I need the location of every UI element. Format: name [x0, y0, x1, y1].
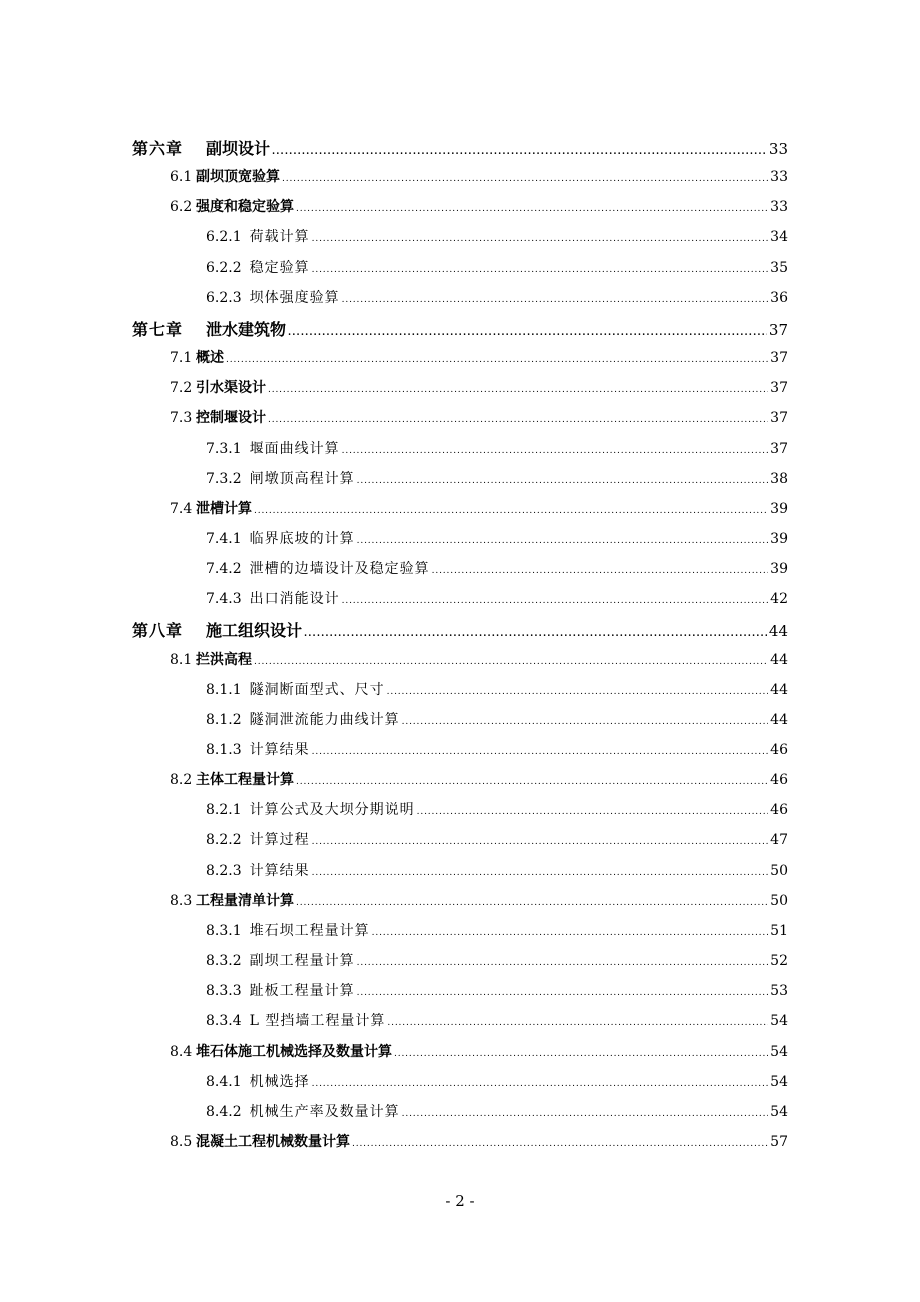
toc-entry-number: 8.1.2	[206, 711, 242, 728]
toc-entry[interactable]	[206, 257, 788, 277]
dot-leader	[312, 742, 769, 758]
toc-entry-page: 39	[770, 530, 788, 547]
toc-entry-title: 隧洞泄流能力曲线计算	[249, 711, 400, 728]
toc-entry[interactable]	[170, 347, 788, 367]
toc-entry-number: 7.4	[170, 500, 193, 517]
toc-entry-title: 混凝土工程机械数量计算	[196, 1133, 350, 1150]
dot-leader	[357, 953, 769, 969]
toc-entry-title: 副坝设计	[206, 139, 271, 158]
toc-entry[interactable]	[170, 1041, 788, 1061]
toc-entry-title: 机械生产率及数量计算	[249, 1103, 400, 1120]
toc-entry-number: 8.2	[170, 772, 193, 789]
toc-entry-page: 50	[770, 892, 788, 909]
toc-entry[interactable]	[170, 890, 788, 910]
toc-entry[interactable]	[170, 166, 788, 186]
page-number: - 2 -	[445, 1192, 475, 1210]
toc-entry-title: 泄槽的边墙设计及稳定验算	[249, 561, 430, 578]
dot-leader	[304, 621, 767, 640]
toc-entry-number: 8.3.4	[206, 1013, 242, 1030]
toc-entry-title: 出口消能设计	[249, 591, 340, 608]
toc-entry-page: 54	[770, 1013, 788, 1030]
toc-entry-title: L 型挡墙工程量计算	[249, 1013, 386, 1030]
toc-entry-page: 37	[770, 350, 788, 367]
toc-entry[interactable]	[132, 618, 788, 641]
toc-entry-number: 7.1	[170, 350, 193, 367]
dot-leader	[312, 1074, 769, 1090]
toc-entry[interactable]	[170, 769, 788, 789]
toc-entry[interactable]	[206, 829, 788, 849]
toc-entry-number: 7.3.1	[206, 440, 242, 457]
dot-leader	[402, 1104, 769, 1120]
toc-entry[interactable]	[206, 920, 788, 940]
dot-leader	[312, 229, 769, 245]
toc-entry-title: 概述	[196, 350, 224, 367]
toc-entry-title: 堆石坝工程量计算	[249, 922, 370, 939]
toc-entry-number: 8.1.1	[206, 681, 242, 698]
dot-leader	[372, 923, 769, 939]
toc-entry[interactable]	[206, 799, 788, 819]
toc-entry-title: 强度和稳定验算	[196, 199, 294, 216]
toc-entry-number: 8.2.3	[206, 862, 242, 879]
toc-entry-title: 堰面曲线计算	[249, 440, 340, 457]
dot-leader	[387, 1013, 768, 1029]
dot-leader	[268, 410, 768, 426]
toc-entry-title: 荷载计算	[249, 229, 310, 246]
toc-entry-number: 6.2.2	[206, 259, 242, 276]
dot-leader	[342, 591, 769, 607]
toc-entry-page: 37	[768, 320, 788, 339]
toc-entry-number: 6.2	[170, 199, 193, 216]
toc-entry-page: 44	[768, 622, 788, 641]
toc-entry-number: 6.2.1	[206, 229, 242, 246]
dot-leader	[357, 471, 769, 487]
toc-entry[interactable]	[170, 1131, 788, 1151]
dot-leader	[296, 893, 768, 909]
toc-entry-number: 7.3	[170, 410, 193, 427]
toc-entry-title: 主体工程量计算	[196, 772, 294, 789]
toc-entry-title: 计算公式及大坝分期说明	[249, 802, 415, 819]
toc-entry[interactable]	[170, 196, 788, 216]
toc-entry-number: 6.2.3	[206, 289, 242, 306]
toc-entry-title: 拦洪高程	[196, 651, 252, 668]
toc-entry[interactable]	[206, 679, 788, 699]
toc-entry[interactable]	[206, 1101, 788, 1121]
toc-entry[interactable]	[170, 498, 788, 518]
toc-entry-page: 33	[770, 199, 788, 216]
dot-leader	[254, 652, 768, 668]
toc-entry-number: 8.3.1	[206, 922, 242, 939]
dot-leader	[312, 863, 769, 879]
toc-entry-page: 33	[770, 169, 788, 186]
dot-leader	[226, 350, 768, 366]
dot-leader	[342, 441, 769, 457]
dot-leader	[342, 290, 769, 306]
toc-entry-title: 稳定验算	[249, 259, 310, 276]
toc-entry-page: 54	[770, 1073, 788, 1090]
dot-leader	[352, 1134, 768, 1150]
toc-entry-page: 54	[770, 1043, 788, 1060]
toc-entry-title: 副坝顶宽验算	[196, 169, 280, 186]
toc-entry[interactable]	[206, 950, 788, 970]
toc-entry-title: 堆石体施工机械选择及数量计算	[196, 1043, 392, 1060]
toc-entry-title: 泄水建筑物	[206, 319, 287, 339]
toc-entry-page: 44	[770, 681, 788, 698]
toc-entry[interactable]	[206, 528, 788, 548]
toc-entry[interactable]	[132, 136, 788, 159]
dot-leader	[312, 260, 769, 276]
toc-entry-page: 44	[770, 651, 788, 668]
dot-leader	[296, 772, 768, 788]
toc-entry-page: 33	[768, 140, 788, 158]
toc-entry-number: 7.4.1	[206, 530, 242, 547]
toc-entry-title: 施工组织设计	[206, 621, 303, 641]
toc-entry[interactable]	[132, 317, 788, 340]
toc-entry-title: 闸墩顶高程计算	[249, 470, 355, 487]
toc-entry-page: 34	[770, 229, 788, 246]
toc-entry-number: 7.2	[170, 380, 193, 397]
toc-entry-title: 计算结果	[249, 742, 310, 758]
toc-entry[interactable]	[206, 468, 788, 488]
toc-entry-number: 8.4	[170, 1043, 193, 1060]
dot-leader	[357, 983, 769, 999]
toc-entry-number: 7.4.3	[206, 591, 242, 608]
toc-entry-number: 8.3.2	[206, 953, 242, 970]
toc-entry-page: 53	[770, 983, 788, 1000]
toc-entry[interactable]	[206, 287, 788, 307]
dot-leader	[268, 380, 768, 396]
toc-entry[interactable]	[206, 588, 788, 608]
toc-entry-number: 8.3.3	[206, 983, 242, 1000]
toc-entry-number: 8.4.2	[206, 1103, 242, 1120]
toc-entry[interactable]	[206, 438, 788, 458]
toc-entry-title: 隧洞断面型式、尺寸	[249, 681, 385, 698]
toc-entry-title: 临界底坡的计算	[249, 530, 355, 547]
toc-entry-title: 泄槽计算	[196, 500, 252, 517]
toc-entry-number: 第七章	[132, 319, 184, 339]
toc-entry-page: 54	[770, 1103, 788, 1120]
toc-entry[interactable]	[206, 1010, 788, 1030]
dot-leader	[282, 169, 768, 185]
toc-entry-page: 52	[770, 953, 788, 970]
toc-entry-number: 8.2.1	[206, 802, 242, 819]
toc-entry[interactable]	[206, 739, 788, 759]
dot-leader	[296, 199, 768, 215]
toc-entry-number: 7.4.2	[206, 561, 242, 578]
toc-entry[interactable]	[206, 1071, 788, 1091]
toc-entry-number: 8.1	[170, 651, 193, 668]
dot-leader	[357, 531, 769, 547]
toc-entry-page: 35	[770, 259, 788, 276]
toc-entry-number: 8.5	[170, 1133, 193, 1150]
toc-entry-page: 57	[770, 1133, 788, 1150]
toc-entry-title: 坝体强度验算	[249, 289, 340, 306]
toc-entry-number: 7.3.2	[206, 470, 242, 487]
toc-entry-page: 37	[770, 380, 788, 397]
toc-entry[interactable]	[170, 377, 788, 397]
toc-entry-title: 控制堰设计	[196, 410, 266, 427]
toc-entry-page: 42	[770, 591, 788, 608]
toc-entry-page: 44	[770, 711, 788, 728]
toc-entry-title: 副坝工程量计算	[249, 953, 355, 970]
toc-entry-page: 37	[770, 440, 788, 457]
toc-entry[interactable]	[206, 226, 788, 246]
dot-leader	[272, 139, 767, 158]
toc-entry-number: 8.4.1	[206, 1073, 242, 1090]
toc-entry[interactable]	[206, 980, 788, 1000]
toc-entry-number: 6.1	[170, 169, 193, 186]
dot-leader	[394, 1044, 768, 1060]
dot-leader	[432, 561, 769, 577]
toc-entry[interactable]	[170, 649, 788, 669]
toc-entry-page: 46	[770, 742, 788, 758]
toc-entry-page: 38	[770, 470, 788, 487]
toc-entry-number: 第八章	[132, 621, 184, 641]
dot-leader	[402, 712, 769, 728]
toc-entry[interactable]	[206, 860, 788, 880]
toc-entry-title: 计算过程	[249, 832, 310, 849]
toc-entry-page: 46	[770, 802, 788, 819]
toc-entry[interactable]	[206, 709, 788, 729]
toc-entry-page: 50	[770, 862, 788, 879]
toc-entry-title: 趾板工程量计算	[249, 983, 355, 1000]
toc-entry-page: 51	[770, 922, 788, 939]
dot-leader	[417, 802, 769, 818]
toc-entry-title: 机械选择	[249, 1073, 310, 1090]
toc-entry-title: 计算结果	[249, 862, 310, 879]
toc-entry[interactable]	[170, 407, 788, 427]
toc-entry-number: 8.3	[170, 892, 193, 909]
toc-entry-page: 37	[770, 410, 788, 427]
toc-entry[interactable]	[206, 558, 788, 578]
dot-leader	[387, 682, 769, 698]
toc-entry-title: 引水渠设计	[196, 380, 266, 397]
toc-entry-number: 8.1.3	[206, 742, 242, 758]
dot-leader	[312, 832, 769, 848]
toc-entry-number: 8.2.2	[206, 832, 242, 849]
toc-entry-page: 36	[770, 289, 788, 306]
toc-entry-page: 46	[770, 772, 788, 789]
toc-entry-page: 39	[770, 500, 788, 517]
toc-entry-number: 第六章	[132, 139, 184, 158]
toc-entry-page: 47	[770, 832, 788, 849]
dot-leader	[254, 501, 768, 517]
dot-leader	[288, 320, 767, 339]
toc-entry-title: 工程量清单计算	[196, 892, 294, 909]
toc-entry-page: 39	[770, 561, 788, 578]
